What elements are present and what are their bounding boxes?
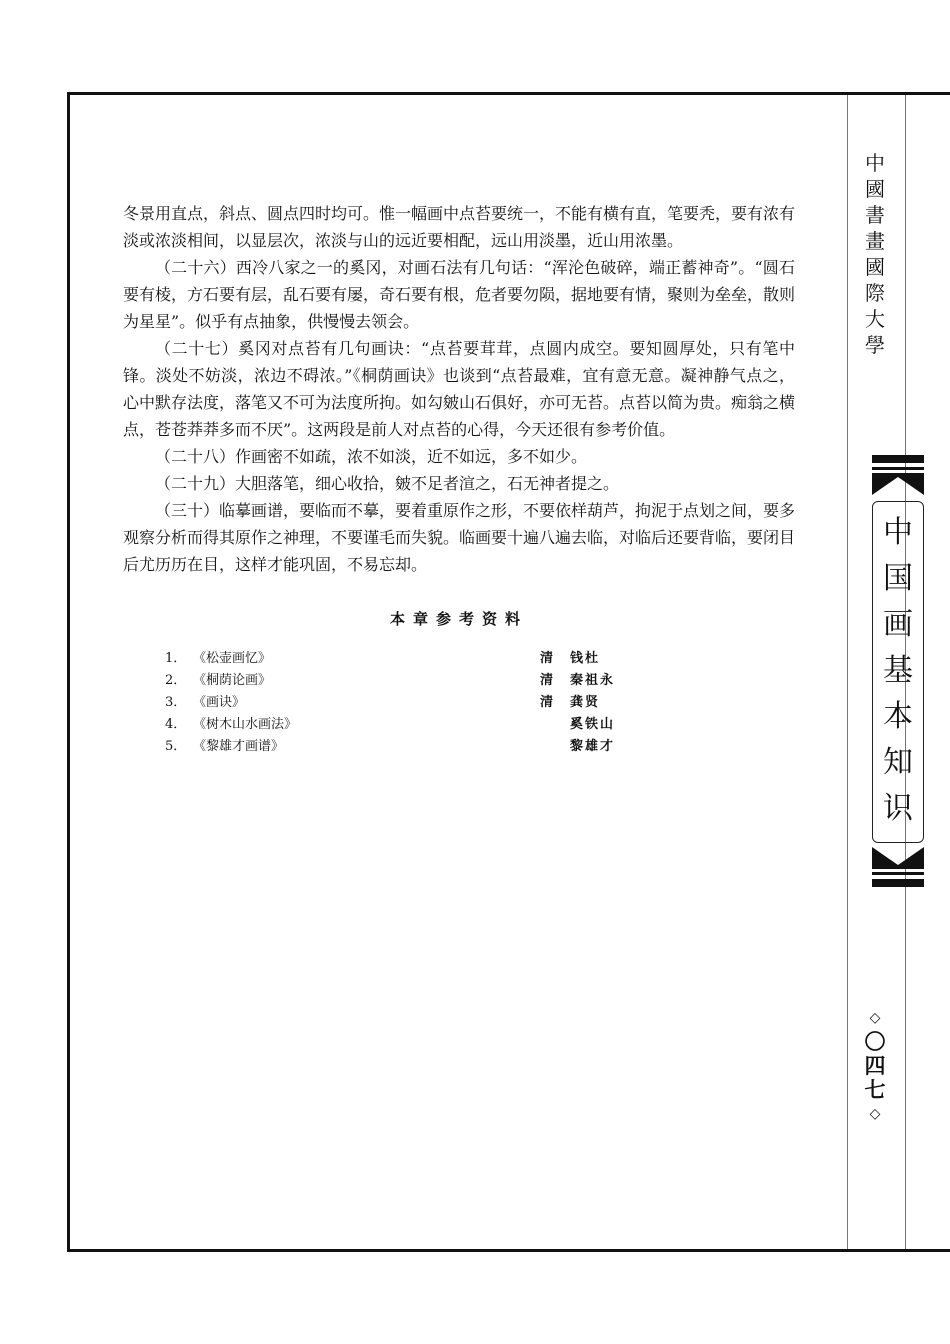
university-char: 書 (865, 203, 885, 227)
paragraph: （二十七）奚冈对点苔有几句画诀：“点苔要茸茸，点圆内成空。要知圆厚处，只有笔中锋。淡处不妨淡，浓边不碍浓。”《桐荫画诀》也谈到“点苔最难，宜有意无意。凝神静气点之，心中默存法度，落笔又不可为法度所拘。如勾皴山石俱好，亦可无苔。点苔以简为贵。痴翁之横点，苍苍莽莽多而不厌”。这两段是前人对点苔的心得，今天还很有参考价值。 (123, 339, 796, 439)
title-bar-bottom-thick (872, 879, 924, 887)
reference-item (165, 736, 625, 758)
reference-author: 龚贤 (570, 695, 601, 710)
frame-left-border (67, 92, 70, 1252)
university-char: 國 (865, 255, 885, 279)
reference-item (165, 714, 625, 736)
reference-author: 黎雄才 (570, 739, 616, 754)
diamond-icon: ◇ (869, 1010, 881, 1026)
title-bar-bottom-thin (872, 872, 924, 875)
title-bar-top-thick (872, 455, 924, 463)
university-char: 學 (865, 333, 885, 357)
title-ornament-top-icon (872, 473, 924, 495)
reference-number: 5． (165, 739, 187, 754)
references-list (165, 648, 625, 758)
sidebar-divider-left (847, 95, 848, 1249)
university-char: 際 (865, 281, 885, 305)
page-number-char: 〇 (864, 1029, 886, 1054)
paragraph: （二十八）作画密不如疏，浓不如淡，近不如远，多不如少。 (155, 447, 588, 466)
book-title-block (866, 455, 928, 887)
frame-top-border (67, 92, 950, 95)
book-title-char: 知 (883, 745, 913, 780)
main-text (123, 200, 795, 578)
diamond-icon: ◇ (869, 1106, 881, 1122)
reference-title: 《桐荫论画》 (193, 673, 272, 688)
reference-title: 《树木山水画法》 (193, 717, 298, 732)
reference-era: 清 (540, 673, 554, 688)
book-title-char: 本 (883, 699, 913, 734)
book-title (873, 510, 923, 832)
reference-author: 奚铁山 (570, 717, 616, 732)
book-title-frame (872, 501, 924, 843)
book-title-char: 识 (883, 791, 913, 826)
references-heading: 本章参考资料 (389, 610, 528, 628)
paragraph: （二十六）西冷八家之一的奚冈，对画石法有几句话：“浑沦色破碎，端正蓄神奇”。“圆石要有棱，方石要有层，乱石要有屡，奇石要有根，危者要勿陨，据地要有情，聚则为垒垒，散则为星星”。似乎有点抽象，供慢慢去领会。 (123, 258, 796, 331)
book-title-char: 国 (883, 561, 913, 596)
book-title-char: 画 (883, 607, 913, 642)
title-bar-top-thin (872, 467, 924, 470)
paragraph: （二十九）大胆落笔，细心收拾，皴不足者渲之，石无神者提之。 (155, 474, 620, 493)
frame-bottom-border (67, 1249, 950, 1252)
reference-item (165, 692, 625, 714)
reference-title: 《黎雄才画谱》 (193, 739, 285, 754)
page-number-char: 四 (864, 1053, 886, 1078)
reference-item (165, 670, 625, 692)
university-char: 中 (865, 151, 885, 175)
university-char: 畫 (865, 229, 885, 253)
reference-author: 钱杜 (570, 651, 601, 666)
reference-number: 2． (165, 673, 187, 688)
book-title-char: 基 (883, 653, 913, 688)
university-char: 國 (865, 177, 885, 201)
paragraph: 冬景用直点，斜点、圆点四时均可。惟一幅画中点苔要统一，不能有横有直，笔要秃，要有浓有淡或浓淡相间，以显层次，浓淡与山的远近要相配，远山用淡墨，近山用浓墨。 (123, 204, 796, 250)
paragraph: （三十）临摹画谱，要临而不摹，要着重原作之形，不要依样葫芦，拘泥于点划之间，要多观察分析而得其原作之神理，不要谨毛而失貌。临画要十遍八遍去临，对临后还要背临，要闭目后尤历历在目，这样才能巩固，不易忘却。 (123, 501, 796, 574)
reference-era: 清 (540, 695, 554, 710)
reference-number: 1． (165, 651, 187, 666)
reference-number: 3． (165, 695, 187, 710)
reference-number: 4． (165, 717, 187, 732)
page-number (862, 1006, 888, 1126)
reference-item (165, 648, 625, 670)
reference-author: 秦祖永 (570, 673, 616, 688)
university-name (862, 150, 888, 358)
page-number-char: 七 (864, 1077, 886, 1102)
reference-title: 《松壶画忆》 (193, 651, 272, 666)
university-char: 大 (865, 307, 885, 331)
reference-era: 清 (540, 651, 554, 666)
reference-title: 《画诀》 (193, 695, 246, 710)
title-ornament-bottom-icon (872, 847, 924, 869)
book-title-char: 中 (883, 515, 913, 550)
